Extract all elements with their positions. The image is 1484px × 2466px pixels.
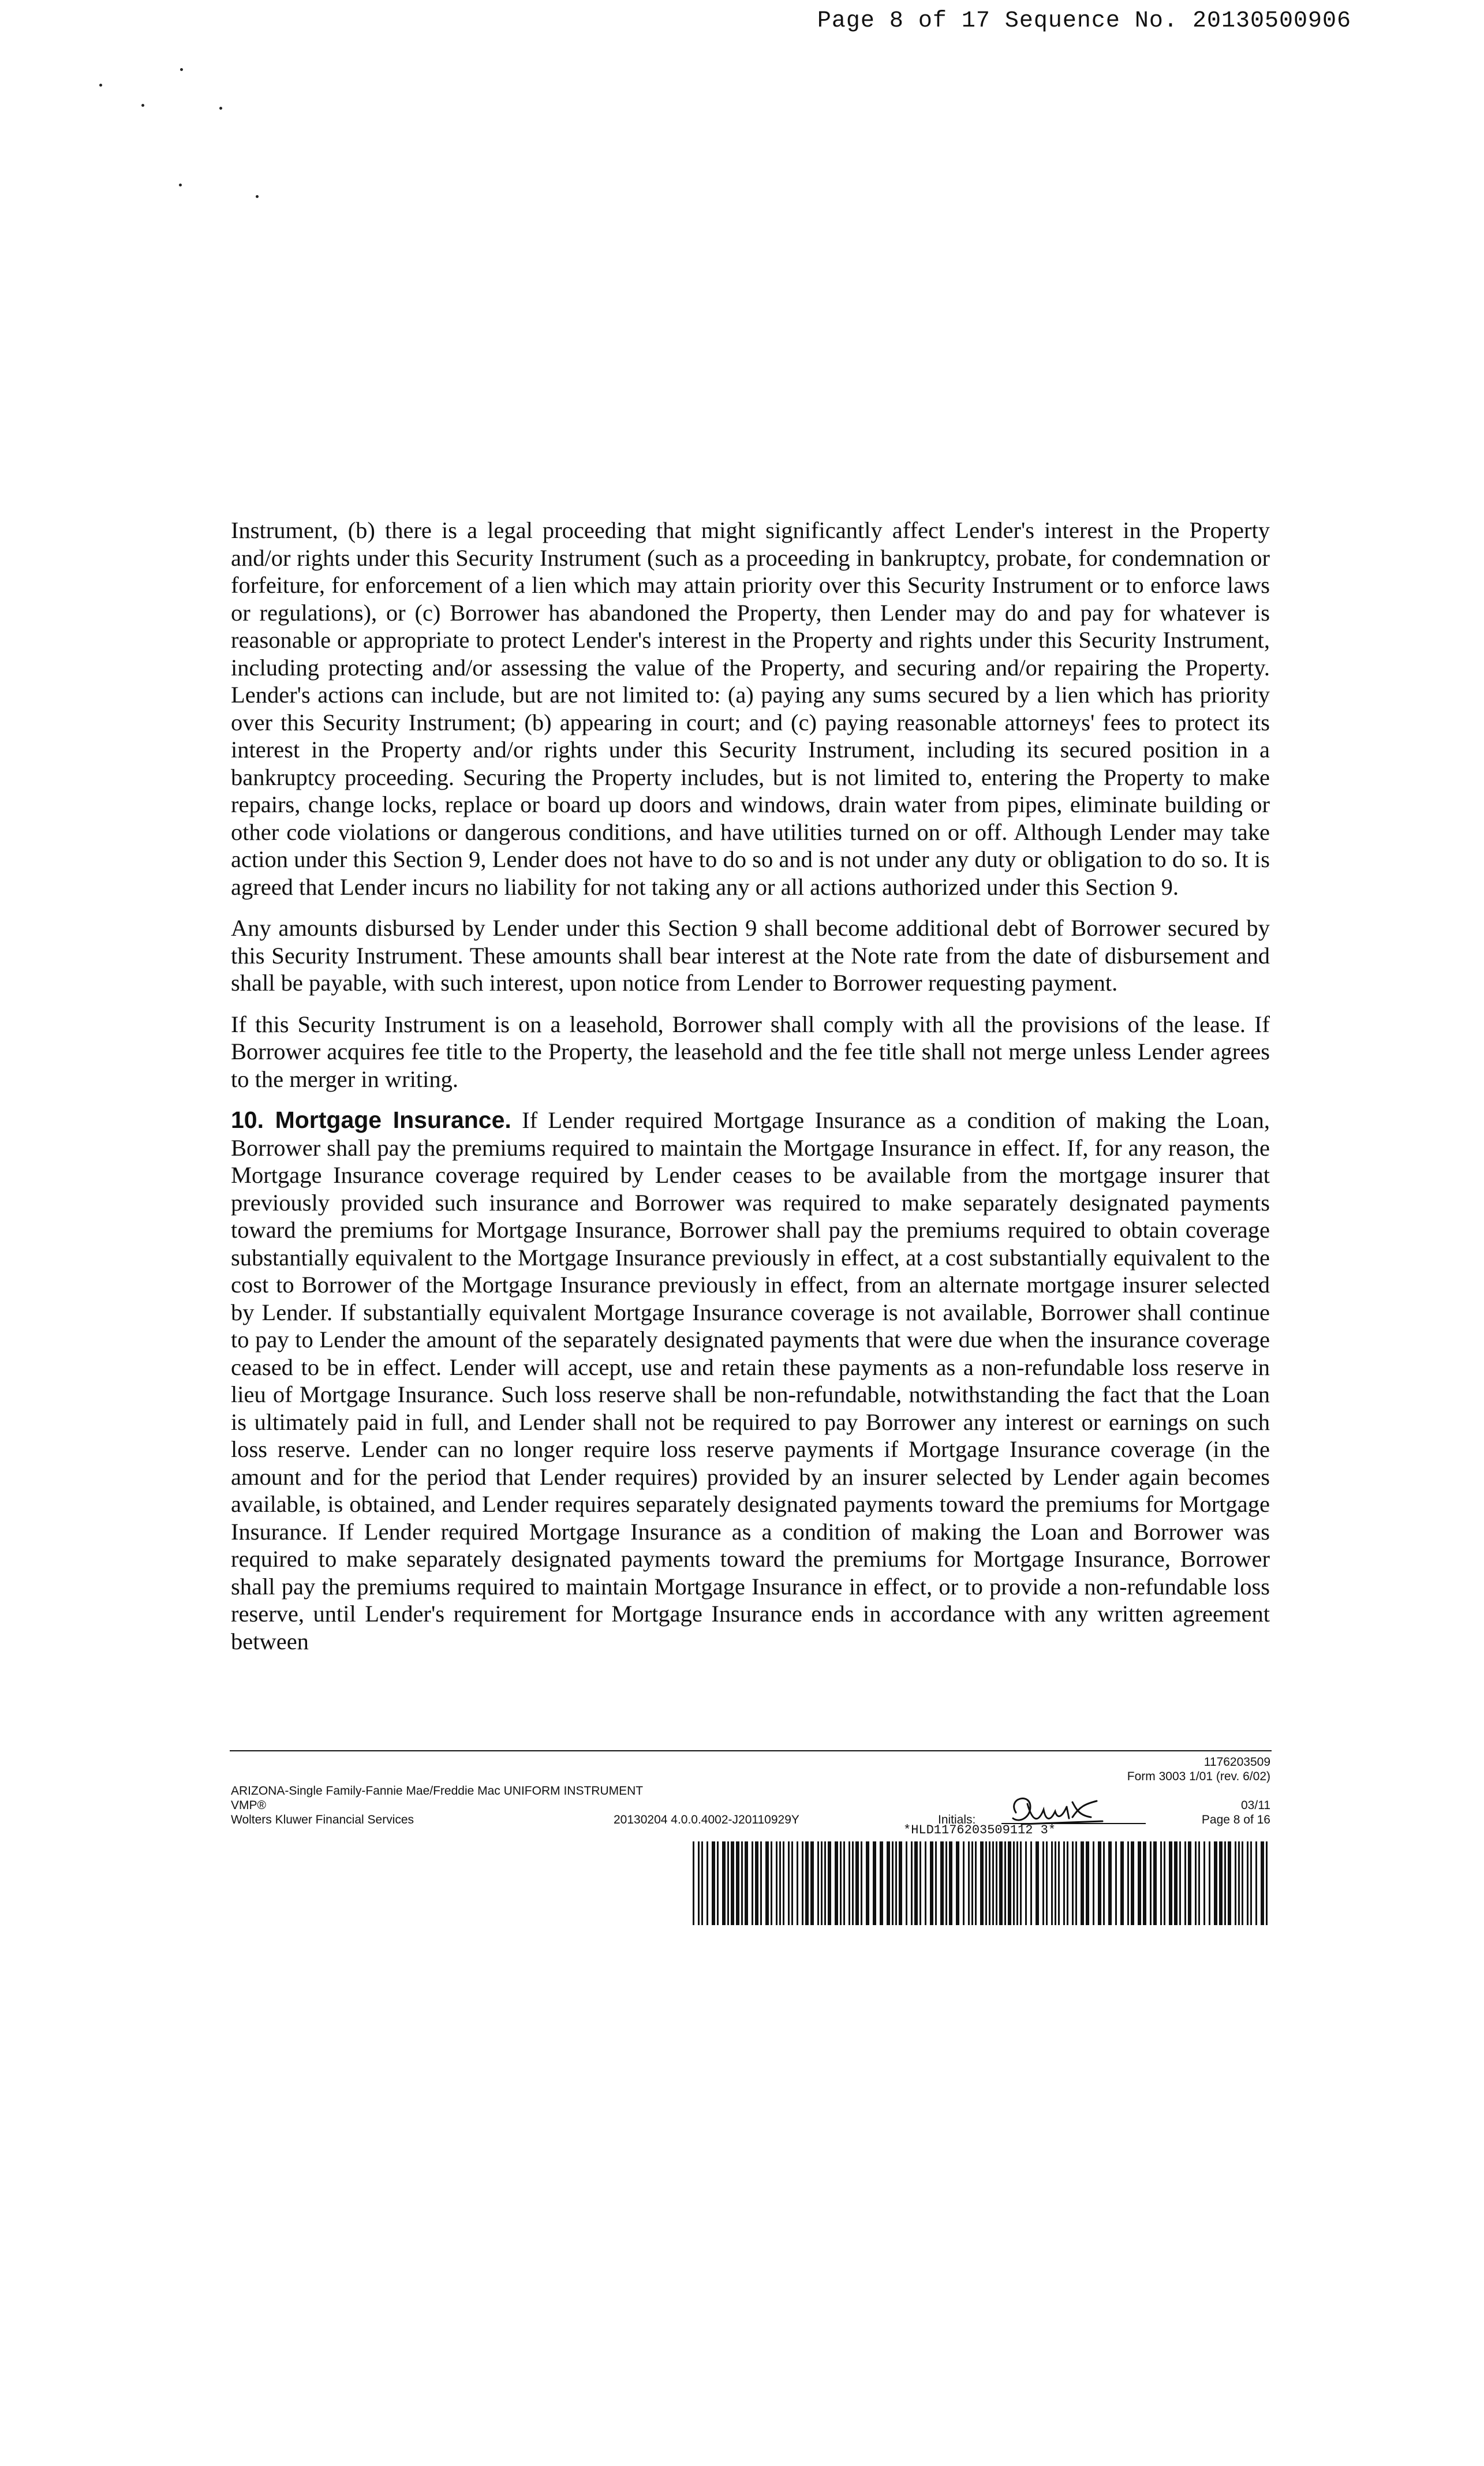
- paragraph-disbursed-amounts: Any amounts disbursed by Lender under this Section 9 shall become additional debt of Borrower secured by this Security Instrument. These amounts shall bear interest at the Note rate from the date of disbursement and shall be payable, with such interest, upon notice from Lender to Borrower requesting payment.: [231, 915, 1270, 996]
- barcode-bar: [1098, 1841, 1101, 1925]
- barcode-bar: [911, 1841, 913, 1925]
- barcode-bar: [985, 1841, 987, 1925]
- barcode-bar: [1058, 1841, 1060, 1925]
- barcode-bar: [1184, 1841, 1186, 1925]
- barcode-bar: [810, 1841, 814, 1925]
- barcode-bar: [1266, 1841, 1268, 1925]
- barcode-bar: [1108, 1841, 1112, 1925]
- barcode-bar: [693, 1841, 694, 1925]
- footer-vmp: VMP®: [231, 1799, 266, 1812]
- barcode-bar: [1120, 1841, 1124, 1925]
- barcode-bar: [906, 1841, 907, 1925]
- barcode-bar: [1138, 1841, 1141, 1925]
- barcode-bar: [736, 1841, 739, 1925]
- barcode-bar: [1004, 1841, 1006, 1925]
- paragraph-mortgage-insurance: [231, 1107, 1270, 1655]
- barcode-bar: [1013, 1841, 1015, 1925]
- barcode-bar: [797, 1841, 798, 1925]
- barcode-bar: [722, 1841, 726, 1925]
- page-header: Page 8 of 17 Sequence No. 20130500906: [817, 8, 1351, 34]
- barcode-bar: [892, 1841, 894, 1925]
- barcode-bar: [971, 1841, 973, 1925]
- barcode-bar: [975, 1841, 977, 1925]
- barcode-bar: [765, 1841, 769, 1925]
- barcode-bar: [1179, 1841, 1181, 1925]
- barcode-bar: [1238, 1841, 1240, 1925]
- barcode-bar: [701, 1841, 703, 1925]
- barcode-bar: [989, 1841, 990, 1925]
- barcode-bar: [1103, 1841, 1105, 1925]
- barcode-bar: [880, 1841, 883, 1925]
- barcode-bar: [1030, 1841, 1032, 1925]
- barcode-bar: [1219, 1841, 1223, 1925]
- barcode-bar: [1081, 1841, 1084, 1925]
- barcode-text: *HLD1176203509112 3*: [903, 1823, 1056, 1837]
- barcode-bar: [1214, 1841, 1217, 1925]
- barcode-bar: [755, 1841, 758, 1925]
- barcode-bar: [1067, 1841, 1068, 1925]
- barcode-bar: [996, 1841, 997, 1925]
- scan-speck: [99, 84, 102, 87]
- scan-speck: [179, 184, 182, 186]
- section-10-heading: 10. Mortgage Insurance.: [231, 1107, 511, 1133]
- barcode-bar: [760, 1841, 762, 1925]
- barcode-bar: [919, 1841, 921, 1925]
- barcode-bar: [698, 1841, 700, 1925]
- barcode-bar: [835, 1841, 838, 1925]
- barcode-bar: [949, 1841, 952, 1925]
- barcode-bar: [940, 1841, 944, 1925]
- barcode-bar: [1150, 1841, 1152, 1925]
- barcode-bar: [945, 1841, 947, 1925]
- barcode-bar: [1025, 1841, 1027, 1925]
- footer-rule: [230, 1750, 1272, 1751]
- barcode-bar: [745, 1841, 748, 1925]
- barcode-bar: [1016, 1841, 1018, 1925]
- footer-form-number: Form 3003 1/01 (rev. 6/02): [1127, 1770, 1270, 1783]
- barcode-bar: [956, 1841, 959, 1925]
- footer-doc-code: 20130204 4.0.0.4002-J20110929Y: [614, 1813, 799, 1826]
- barcode-bar: [1075, 1841, 1077, 1925]
- barcode: [693, 1841, 1270, 1925]
- barcode-bar: [999, 1841, 1003, 1925]
- barcode-bar: [1209, 1841, 1210, 1925]
- barcode-bar: [852, 1841, 854, 1925]
- barcode-bar: [848, 1841, 850, 1925]
- barcode-bar: [824, 1841, 826, 1925]
- barcode-bar: [783, 1841, 784, 1925]
- barcode-bar: [887, 1841, 890, 1925]
- barcode-bar: [707, 1841, 708, 1925]
- barcode-bar: [992, 1841, 994, 1925]
- barcode-bar: [1255, 1841, 1257, 1925]
- barcode-bar: [1072, 1841, 1074, 1925]
- barcode-bar: [866, 1841, 869, 1925]
- barcode-bar: [1046, 1841, 1048, 1925]
- barcode-bar: [776, 1841, 777, 1925]
- barcode-bar: [930, 1841, 933, 1925]
- scan-speck: [219, 107, 222, 110]
- footer-initials-label: Initials:: [938, 1813, 976, 1826]
- barcode-bar: [1198, 1841, 1200, 1925]
- barcode-bar: [1174, 1841, 1178, 1925]
- barcode-bar: [1224, 1841, 1226, 1925]
- barcode-bar: [1055, 1841, 1056, 1925]
- barcode-bar: [1188, 1841, 1191, 1925]
- barcode-bar: [840, 1841, 842, 1925]
- barcode-bar: [1153, 1841, 1157, 1925]
- footer-publisher: Wolters Kluwer Financial Services: [231, 1813, 414, 1826]
- barcode-bar: [935, 1841, 937, 1925]
- barcode-bar: [963, 1841, 965, 1925]
- barcode-bar: [873, 1841, 876, 1925]
- barcode-bar: [717, 1841, 719, 1925]
- barcode-bar: [741, 1841, 743, 1925]
- barcode-bar: [968, 1841, 970, 1925]
- barcode-bar: [1093, 1841, 1094, 1925]
- footer-page-of: Page 8 of 16: [1201, 1813, 1270, 1826]
- barcode-bar: [1127, 1841, 1129, 1925]
- barcode-bar: [1086, 1841, 1089, 1925]
- barcode-bar: [1228, 1841, 1231, 1925]
- barcode-bar: [1131, 1841, 1134, 1925]
- barcode-bar: [752, 1841, 753, 1925]
- barcode-bar: [1169, 1841, 1172, 1925]
- barcode-bar: [855, 1841, 859, 1925]
- barcode-bar: [1020, 1841, 1022, 1925]
- scan-speck: [256, 195, 259, 198]
- barcode-bar: [925, 1841, 926, 1925]
- barcode-bar: [1008, 1841, 1011, 1925]
- barcode-bar: [1051, 1841, 1053, 1925]
- scan-speck: [180, 68, 183, 71]
- section-10-text: If Lender required Mortgage Insurance as a condition of making the Loan, Borrower shall pay the premiums required to maintain the Mortgage Insurance in effect. If, for any reason, the Mortgage Insurance coverage required by Lender ceases to be available from the mortgage insurer that previously provided such insurance and Borrower was required to make separately designated payments toward the premiums for Mortgage Insurance, Borrower shall pay the premiums required to obtain coverage substantially equivalent to the Mortgage Insurance previously in effect, at a cost substantially equivalent to the cost to Borrower of the Mortgage Insurance previously in effect, from an alternate mortgage insurer selected by Lender. If substantially equivalent Mortgage Insurance coverage is not available, Borrower shall continue to pay to Lender the amount of the separately designated payments that were due when the insurance coverage ceased to be in effect. Lender will accept, use and retain these payments as a non-refundable loss reserve in lieu of Mortgage Insurance. Such loss reserve shall be non-refundable, notwithstanding the fact that the Loan is ultimately paid in full, and Lender shall not be required to pay Borrower any interest or earnings on such loss reserve. Lender can no longer require loss reserve payments if Mortgage Insurance coverage (in the amount and for the period that Lender requires) provided by an insurer selected by Lender again becomes available, is obtained, and Lender requires separately designated payments toward the premiums for Mortgage Insurance. If Lender required Mortgage Insurance as a condition of making the Loan and Borrower was required to make separately designated payments toward the premiums for Mortgage Insurance, Borrower shall pay the premiums required to maintain Mortgage Insurance in effect, or to provide a non-refundable loss reserve, until Lender's requirement for Mortgage Insurance ends in accordance with any written agreement between: [231, 1107, 1270, 1654]
- barcode-bar: [779, 1841, 781, 1925]
- barcode-bar: [828, 1841, 831, 1925]
- barcode-bar: [914, 1841, 918, 1925]
- barcode-bar: [1261, 1841, 1264, 1925]
- barcode-bar: [712, 1841, 715, 1925]
- barcode-bar: [731, 1841, 734, 1925]
- barcode-bar: [1143, 1841, 1146, 1925]
- barcode-bar: [1247, 1841, 1248, 1925]
- barcode-bar: [1063, 1841, 1065, 1925]
- document-body: [231, 517, 1270, 1669]
- paragraph-section9-continued: Instrument, (b) there is a legal proceeding that might significantly affect Lender's interest in the Property and/or rights under this Security Instrument (such as a proceeding in bankruptcy, probate, for condemnation or forfeiture, for enforcement of a lien which may attain priority over this Security Instrument or to enforce laws or regulations), or (c) Borrower has abandoned the Property, then Lender may do and pay for whatever is reasonable or appropriate to protect Lender's interest in the Property and rights under this Security Instrument, including protecting and/or assessing the value of the Property, and securing and/or repairing the Property. Lender's actions can include, but are not limited to: (a) paying any sums secured by a lien which has priority over this Security Instrument; (b) appearing in court; and (c) paying reasonable attorneys' fees to protect its interest in the Property and/or rights under this Security Instrument, including its secured position in a bankruptcy proceeding. Securing the Property includes, but is not limited to, entering the Property to make repairs, change locks, replace or board up doors and windows, drain water from pipes, eliminate building or other code violations or dangerous conditions, and have utilities turned on or off. Although Lender may take action under this Section 9, Lender does not have to do so and is not under any duty or obligation to do so. It is agreed that Lender incurs no liability for not taking any or all actions authorized under this Section 9.: [231, 517, 1270, 900]
- barcode-bar: [899, 1841, 902, 1925]
- barcode-bar: [980, 1841, 984, 1925]
- barcode-bar: [895, 1841, 897, 1925]
- barcode-bar: [821, 1841, 823, 1925]
- footer-form-title: ARIZONA-Single Family-Fannie Mae/Freddie Mac UNIFORM INSTRUMENT: [231, 1784, 644, 1798]
- scan-speck: [141, 104, 144, 107]
- barcode-bar: [1242, 1841, 1243, 1925]
- barcode-bar: [1203, 1841, 1205, 1925]
- barcode-bar: [1115, 1841, 1117, 1925]
- barcode-bar: [727, 1841, 729, 1925]
- footer-loan-number: 1176203509: [1203, 1755, 1270, 1769]
- barcode-bar: [805, 1841, 809, 1925]
- barcode-bar: [1160, 1841, 1162, 1925]
- barcode-bar: [1036, 1841, 1039, 1925]
- barcode-bar: [1164, 1841, 1165, 1925]
- barcode-bar: [843, 1841, 845, 1925]
- footer-revision-date: 03/11: [1241, 1799, 1270, 1812]
- barcode-bar: [817, 1841, 819, 1925]
- barcode-bar: [788, 1841, 790, 1925]
- paragraph-leasehold: If this Security Instrument is on a leasehold, Borrower shall comply with all the provisions of the lease. If Borrower acquires fee title to the Property, the leasehold and the fee title shall not merge unless Lender agrees to the merger in writing.: [231, 1011, 1270, 1092]
- barcode-bar: [1042, 1841, 1044, 1925]
- barcode-bar: [791, 1841, 793, 1925]
- barcode-bar: [1235, 1841, 1236, 1925]
- barcode-bar: [1195, 1841, 1197, 1925]
- barcode-bar: [802, 1841, 803, 1925]
- barcode-bar: [771, 1841, 772, 1925]
- barcode-bar: [861, 1841, 862, 1925]
- barcode-bar: [1250, 1841, 1252, 1925]
